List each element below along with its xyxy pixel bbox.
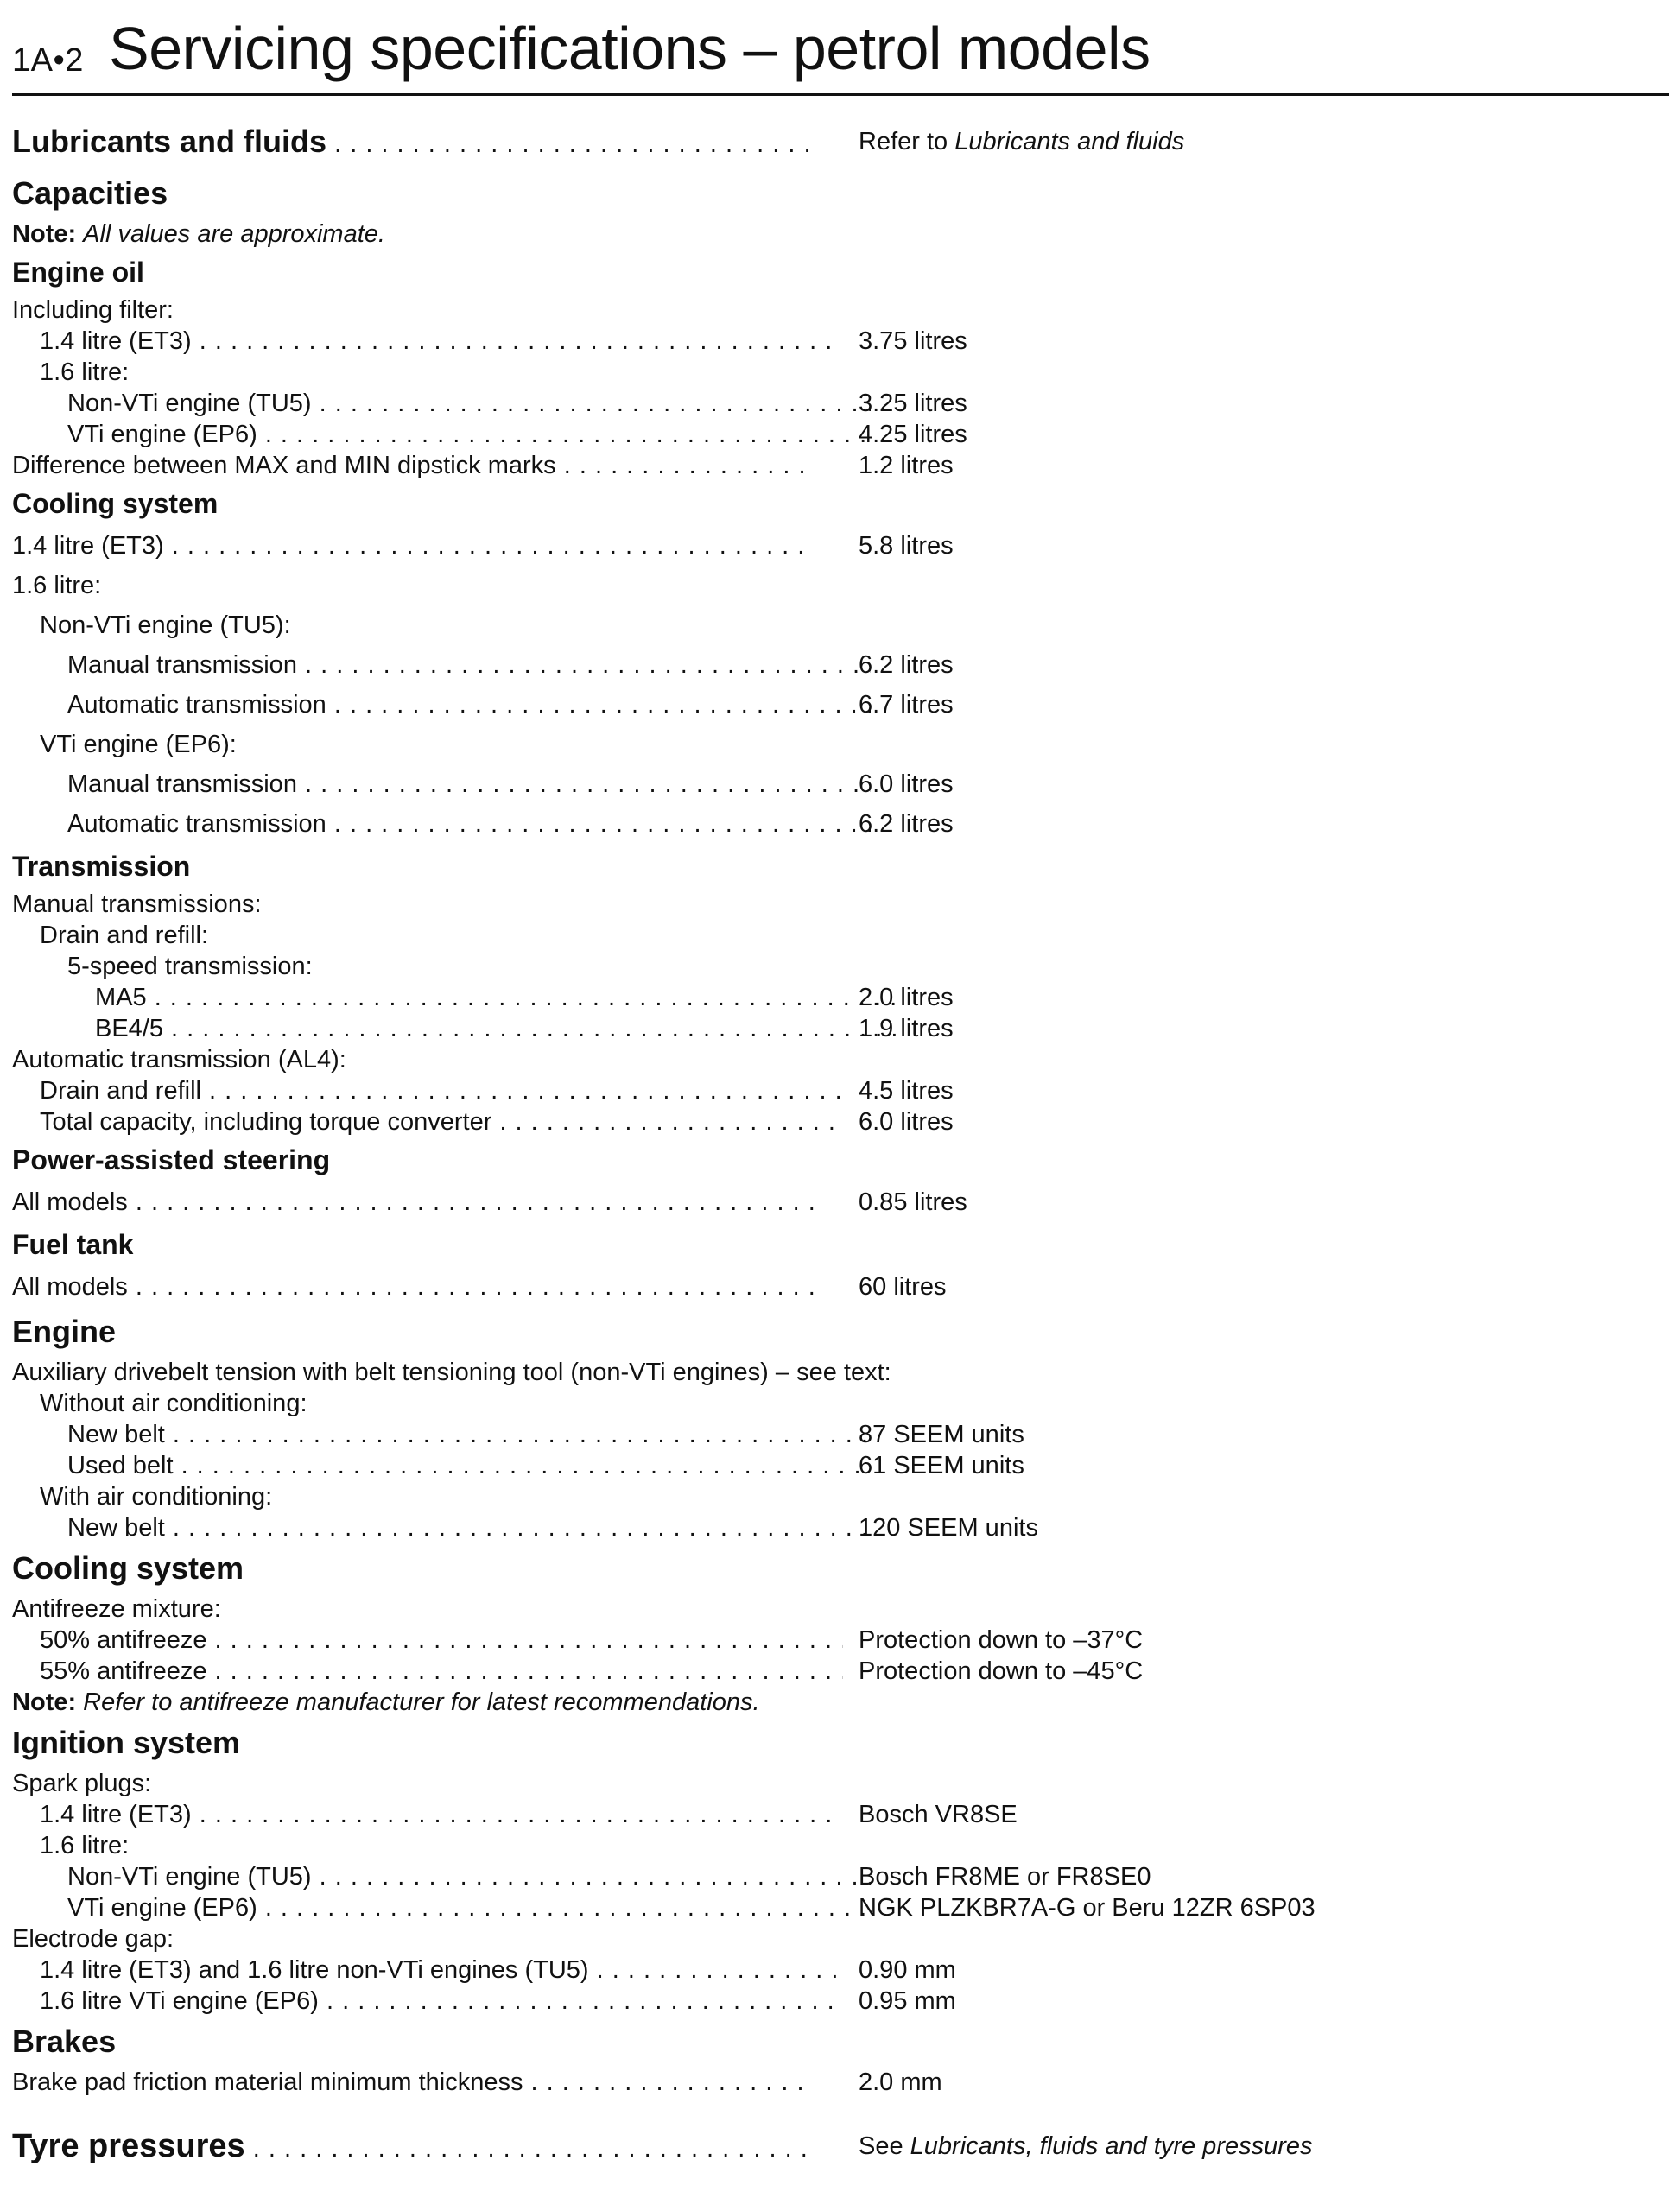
spec-row: All models . . . 60 litres: [12, 1267, 1669, 1307]
lubricants-heading: Lubricants and fluids . . .: [12, 117, 815, 169]
capacities-heading: Capacities: [12, 175, 168, 211]
spec-row: VTi engine (EP6):: [40, 731, 237, 758]
spec-row: 1.4 litre (ET3) and 1.6 litre non-VTi engines (TU5) . . . 0.90 mm: [12, 1954, 1669, 1986]
spec-row: 1.4 litre (ET3) . . . Bosch VR8SE: [12, 1799, 1669, 1830]
cooling2-heading-row: [12, 1543, 1669, 1593]
spec-row: Non-VTi engine (TU5) . . . Bosch FR8ME or FR8SE0: [12, 1861, 1669, 1892]
spec-row: Electrode gap:: [12, 1925, 174, 1953]
spec-row: 1.4 litre (ET3) . . . 3.75 litres: [12, 326, 1669, 357]
spec-row: 1.6 litre:: [40, 358, 130, 386]
page-header: [12, 7, 1669, 96]
fuel-heading-row: [12, 1222, 1669, 1267]
spec-row: Including filter:: [12, 296, 174, 324]
spec-row: Drain and refill . . . 4.5 litres: [12, 1075, 1669, 1106]
tyres-row: [12, 2119, 1669, 2174]
engine-heading: Engine: [12, 1314, 117, 1349]
spec-row: 5-speed transmission:: [67, 953, 313, 980]
spec-row: New belt . . . 120 SEEM units: [12, 1512, 1669, 1543]
fuel-heading: Fuel tank: [12, 1229, 134, 1260]
brakes-heading-row: [12, 2017, 1669, 2067]
spec-row: VTi engine (EP6) . . . 4.25 litres: [12, 419, 1669, 450]
spec-row: Manual transmission . . . 6.0 litres: [12, 764, 1669, 804]
spec-row: Antifreeze mixture:: [12, 1595, 221, 1623]
spec-row: 1.6 litre:: [40, 1832, 130, 1859]
brakes-heading: Brakes: [12, 2024, 117, 2059]
spec-row: Automatic transmission . . . 6.7 litres: [12, 685, 1669, 725]
spec-row: Drain and refill:: [40, 922, 209, 949]
spec-row: With air conditioning:: [40, 1483, 273, 1511]
cooling-heading-row: [12, 481, 1669, 526]
spec-row: Without air conditioning:: [40, 1390, 307, 1417]
spec-row: BE4/5 . . . 1.9 litres: [12, 1013, 1669, 1044]
tyres-heading: Tyre pressures . . .: [12, 2119, 815, 2176]
cooling-heading: Cooling system: [12, 488, 219, 519]
cooling2-note: Note: Refer to antifreeze manufacturer for latest recommendations.: [12, 1688, 760, 1716]
spec-row: 55% antifreeze . . . Protection down to –45°C: [12, 1656, 1669, 1687]
cooling2-heading: Cooling system: [12, 1550, 244, 1586]
transmission-heading-row: [12, 844, 1669, 889]
tyres-value: See Lubricants, fluids and tyre pressures: [859, 2132, 1313, 2160]
spec-row: VTi engine (EP6) . . . NGK PLZKBR7A-G or Beru 12ZR 6SP03: [12, 1892, 1669, 1923]
steering-heading-row: [12, 1137, 1669, 1182]
spec-row: 50% antifreeze . . . Protection down to –37°C: [12, 1625, 1669, 1656]
spec-row: All models . . . 0.85 litres: [12, 1182, 1669, 1222]
spec-row: MA5 . . . 2.0 litres: [12, 982, 1669, 1013]
spec-row: Used belt . . . 61 SEEM units: [12, 1450, 1669, 1481]
spec-row: Manual transmission . . . 6.2 litres: [12, 645, 1669, 685]
engine-oil-heading-row: [12, 250, 1669, 295]
lubricants-row: [12, 117, 1669, 167]
spec-row: Auxiliary drivebelt tension with belt tensioning tool (non-VTi engines) – see text:: [12, 1359, 891, 1386]
engine-oil-heading: Engine oil: [12, 257, 144, 288]
spec-row: Non-VTi engine (TU5) . . . 3.25 litres: [12, 388, 1669, 419]
capacities-note: Note: All values are approximate.: [12, 220, 385, 248]
steering-heading: Power-assisted steering: [12, 1144, 331, 1175]
spec-list: [12, 117, 1669, 2174]
spec-row: Automatic transmission . . . 6.2 litres: [12, 804, 1669, 844]
transmission-heading: Transmission: [12, 851, 191, 882]
spec-row: Total capacity, including torque converter . . . 6.0 litres: [12, 1106, 1669, 1137]
ignition-heading: Ignition system: [12, 1725, 241, 1760]
spec-row: 1.6 litre VTi engine (EP6) . . . 0.95 mm: [12, 1986, 1669, 2017]
spec-row: New belt . . . 87 SEEM units: [12, 1419, 1669, 1450]
lubricants-value: Refer to Lubricants and fluids: [859, 128, 1185, 155]
spec-row: Automatic transmission (AL4):: [12, 1046, 346, 1074]
spec-row: Difference between MAX and MIN dipstick marks . . . 1.2 litres: [12, 450, 1669, 481]
spec-row: Brake pad friction material minimum thickness . . . 2.0 mm: [12, 2067, 1669, 2098]
spec-row: 1.6 litre:: [12, 572, 102, 599]
page-title: Servicing specifications – petrol models: [109, 15, 1151, 82]
spec-row: Non-VTi engine (TU5):: [40, 611, 291, 639]
spec-row: 1.4 litre (ET3) . . . 5.8 litres: [12, 526, 1669, 566]
spec-row: Manual transmissions:: [12, 890, 262, 918]
page-number: 1A•2: [12, 42, 84, 79]
engine-heading-row: [12, 1307, 1669, 1357]
spec-row: Spark plugs:: [12, 1770, 152, 1797]
ignition-heading-row: [12, 1718, 1669, 1768]
capacities-heading-row: [12, 168, 1669, 219]
